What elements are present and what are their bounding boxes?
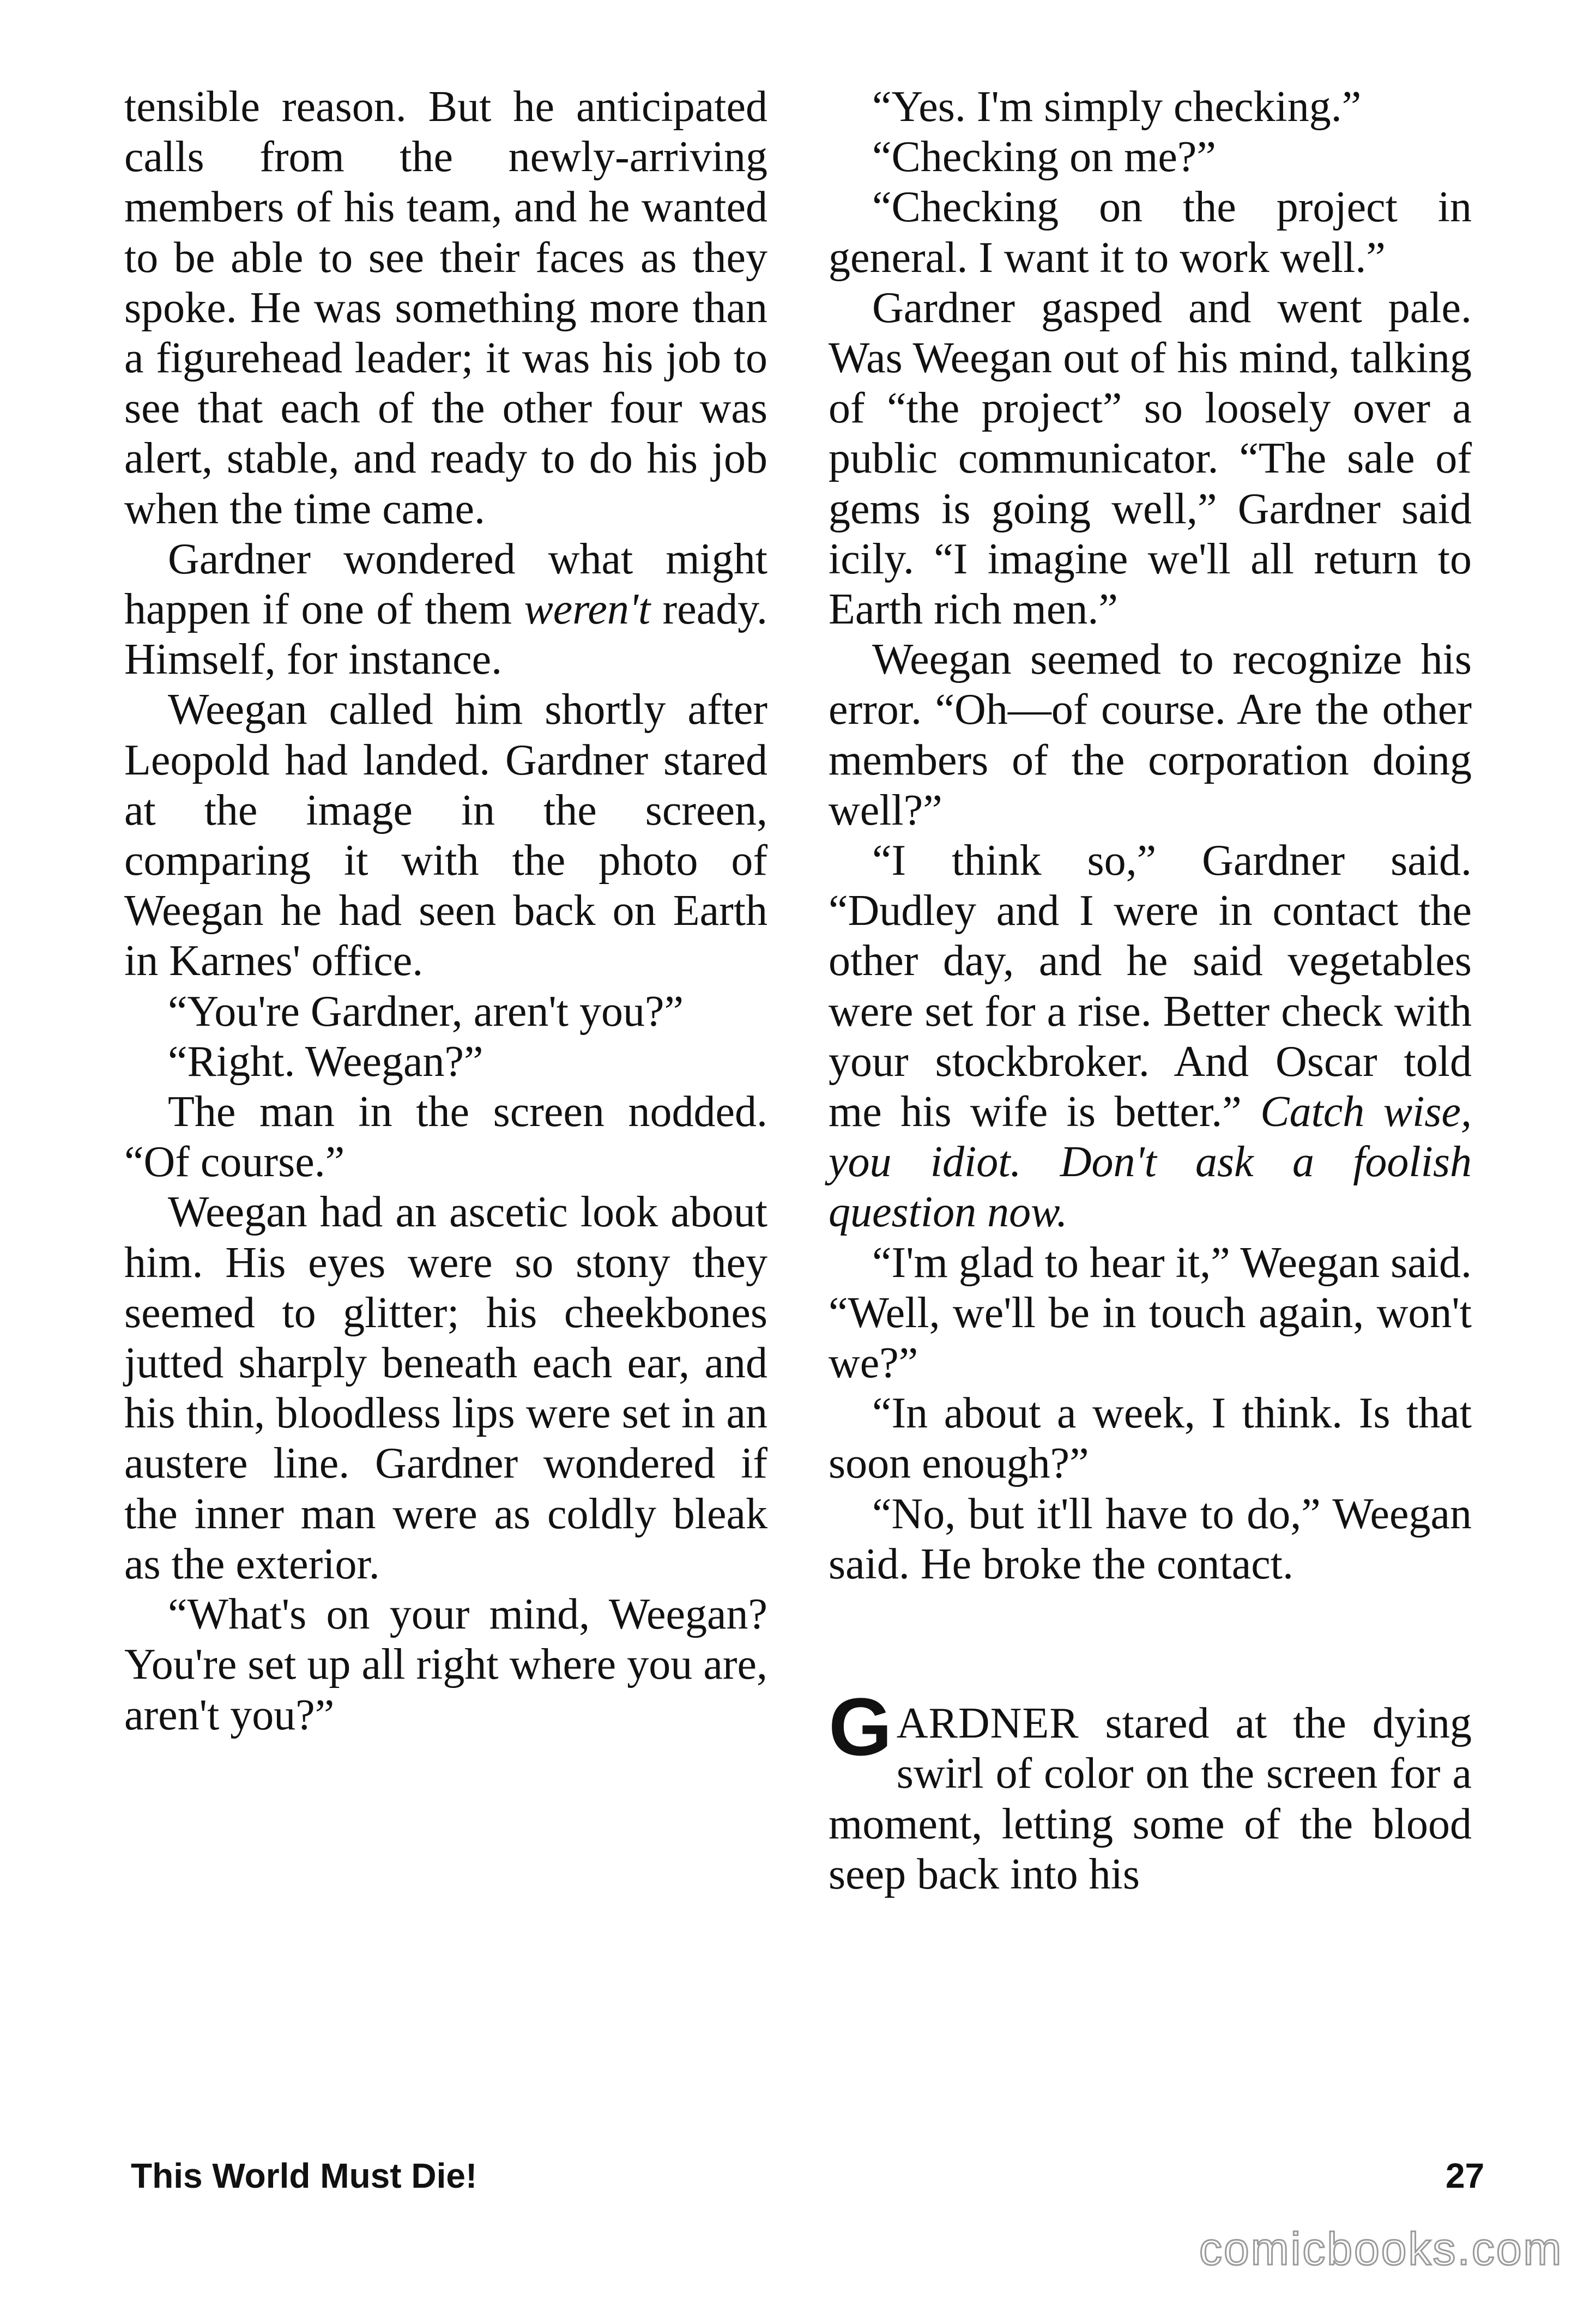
left-column [124,82,767,1740]
paragraph: “You're Gardner, aren't you?” [168,987,684,1036]
paragraph: Gardner gasped and went pale. Was Weegan out of his mind, talking of “the project” so loosely over a public communicator. “The sale of gems is going well,” Gardner said icily. “I imagine we'll all return to Earth rich men.” [829,283,1472,634]
paragraph: “What's on your mind, Weegan? You're set up all right where you are, aren't you?” [124,1590,767,1739]
section-opening-paragraph: GARDNER stared at the dying swirl of color on the screen for a moment, letting some of the blood seep back into his [829,1681,1472,1898]
paragraph: “In about a week, I think. Is that soon enough?” [829,1389,1472,1488]
paragraph: Weegan seemed to recognize his error. “Oh—of course. Are the other members of the corporation doing well?” [829,635,1472,834]
italic-word: weren't [524,585,651,634]
paragraph: Gardner wondered what might happen if one of them weren't ready. Himself, for instance. [124,535,768,684]
running-footer-title: This World Must Die! [131,2156,477,2195]
paragraph: “Right. Weegan?” [168,1037,483,1086]
paragraph: Weegan called him shortly after Leopold had landed. Gardner stared at the image in the screen, comparing it with the photo of Weegan he had seen back on Earth in Karnes' office. [124,686,767,985]
paragraph: “Checking on the project in general. I want it to work well.” [829,183,1472,282]
paragraph: “No, but it'll have to do,” Weegan said. He broke the contact. [829,1490,1472,1588]
small-caps-lead: ARDNER [896,1699,1079,1748]
paragraph: The man in the screen nodded. “Of course.” [124,1088,767,1187]
paragraph: “Yes. I'm simply checking.” [872,83,1362,131]
page-number: 27 [1446,2156,1485,2195]
right-column [829,82,1472,1899]
paragraph: tensible reason. But he anticipated calls from the newly-arriving members of his team, and he wanted to be able to see their faces as they spoke. He was something more than a figurehead leader; it was his job to see that each of the other four was alert, stable, and ready to do his job when the time came. [124,83,767,533]
paragraph: “I'm glad to hear it,” Weegan said. “Well, we'll be in touch again, won't we?” [829,1238,1472,1388]
italic-thought: Catch wise, you idiot. Don't ask a foolish question now. [829,1088,1472,1237]
watermark: comicbooks.com [1199,2223,1563,2274]
paragraph: “Checking on me?” [872,133,1216,181]
drop-cap: G [829,1681,892,1773]
paragraph: Weegan had an ascetic look about him. His eyes were so stony they seemed to glitter; his cheekbones jutted sharply beneath each ear, and his thin, bloodless lips were set in an austere line. Gardner wondered if the inner man were as coldly bleak as the exterior. [124,1188,767,1588]
paragraph: “I think so,” Gardner said. “Dudley and I were in contact the other day, and he said vegetables were set for a rise. Better check with your stockbroker. And Oscar told me his wife is better.” Catch wise, you idiot. Don't ask a foolish question now. [829,837,1472,1237]
